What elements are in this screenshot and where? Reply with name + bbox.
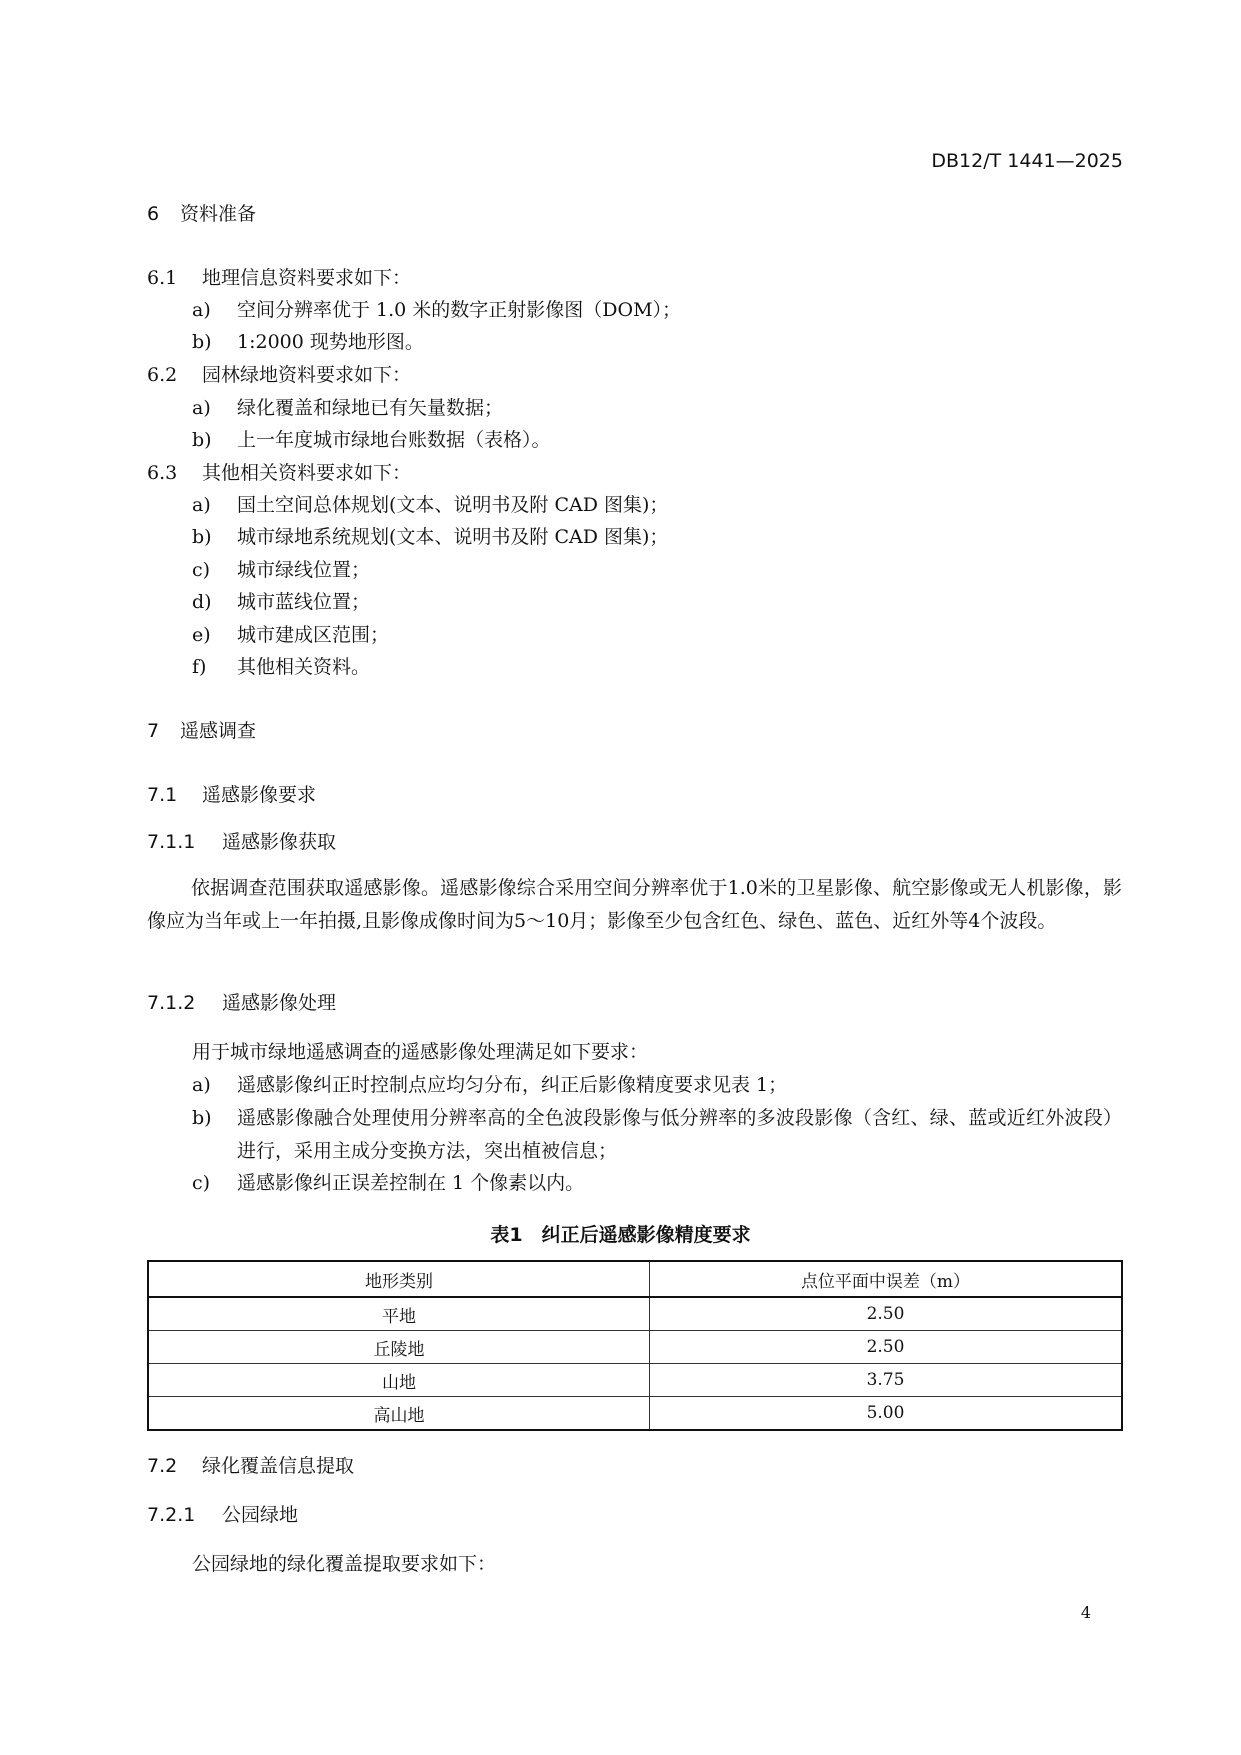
list-item [192, 1168, 584, 1195]
list-label: a) [192, 299, 211, 321]
list-text: 城市绿线位置； [237, 559, 371, 581]
list-item [192, 393, 503, 420]
table-cell: 2.50 [650, 1331, 1123, 1364]
table-cell: 5.00 [650, 1397, 1123, 1431]
table-1 [147, 1260, 1123, 1431]
clause-title: 遥感影像要求 [202, 784, 317, 806]
list-text: 遥感影像纠正误差控制在 1 个像素以内。 [237, 1172, 585, 1194]
list-text: 城市绿地系统规划(文本、说明书及附 CAD 图集)； [237, 526, 669, 548]
list-text: 绿化覆盖和绿地已有矢量数据； [237, 397, 504, 419]
clause-number: 7.1 [147, 784, 178, 806]
list-label: a) [192, 494, 211, 516]
table-caption: 表1 纠正后遥感影像精度要求 [490, 1224, 751, 1246]
list-text: 空间分辨率优于 1.0 米的数字正射影像图（DOM）； [237, 299, 682, 321]
table-cell: 丘陵地 [148, 1331, 650, 1364]
list-item [192, 1070, 787, 1097]
section-6-heading [147, 199, 256, 226]
paragraph-7-1-1: 依据调查范围获取遥感影像。遥感影像综合采用空间分辨率优于1.0米的卫星影像、航空影像或无人机影像，影像应为当年或上一年拍摄,且影像成像时间为5～10月；影像至少包含红色、绿色、蓝色、近红外等4个波段。 [147, 877, 1122, 932]
clause-title: 公园绿地 [222, 1504, 299, 1526]
section-title: 遥感调查 [180, 720, 257, 742]
clause-number: 6.2 [147, 364, 178, 386]
list-label: b) [192, 526, 212, 548]
list-label: b) [192, 1107, 212, 1129]
table-row [148, 1331, 1122, 1364]
clause-number: 7.1.1 [147, 831, 196, 853]
clause-7-2-1-heading [147, 1500, 298, 1527]
clause-6-3 [147, 458, 411, 485]
section-title: 资料准备 [180, 203, 257, 225]
list-item [192, 587, 370, 614]
list-text: 国土空间总体规划(文本、说明书及附 CAD 图集)； [237, 494, 669, 516]
list-text: 遥感影像融合处理使用分辨率高的全色波段影像与低分辨率的多波段影像（含红、绿、蓝或近红外波段）进行，采用主成分变换方法，突出植被信息； [237, 1107, 1122, 1162]
table-row [148, 1297, 1122, 1331]
clause-title: 其他相关资料要求如下： [202, 462, 412, 484]
list-item [192, 425, 551, 452]
paragraph-intro: 公园绿地的绿化覆盖提取要求如下： [192, 1553, 497, 1575]
list-item [192, 652, 370, 679]
list-text: 其他相关资料。 [237, 656, 371, 678]
list-item [192, 295, 681, 322]
list-label: b) [192, 331, 212, 353]
table-header-row [148, 1261, 1122, 1297]
clause-7-1-heading [147, 780, 316, 807]
list-label: a) [192, 397, 211, 419]
clause-title: 遥感影像获取 [222, 831, 337, 853]
clause-title: 遥感影像处理 [222, 992, 337, 1014]
clause-number: 7.1.2 [147, 992, 196, 1014]
list-item [192, 555, 370, 582]
list-item [192, 1102, 1122, 1168]
clause-title: 绿化覆盖信息提取 [202, 1455, 355, 1477]
clause-7-2-heading [147, 1451, 354, 1478]
table-cell: 2.50 [650, 1297, 1123, 1331]
list-item [192, 522, 668, 549]
list-label: d) [192, 591, 212, 613]
list-label: e) [192, 624, 211, 646]
list-text: 上一年度城市绿地台账数据（表格）。 [237, 429, 551, 451]
clause-number: 6.3 [147, 462, 178, 484]
list-label: a) [192, 1074, 211, 1096]
clause-number: 7.2.1 [147, 1504, 196, 1526]
list-label: f) [192, 656, 207, 678]
table-cell: 3.75 [650, 1364, 1123, 1397]
clause-6-1 [147, 263, 411, 290]
clause-6-2 [147, 360, 411, 387]
paragraph-intro: 用于城市绿地遥感调查的遥感影像处理满足如下要求： [192, 1041, 649, 1063]
list-item [192, 490, 668, 517]
table-row [148, 1397, 1122, 1431]
list-item [192, 327, 424, 354]
clause-number: 6.1 [147, 267, 178, 289]
section-number: 6 [147, 203, 160, 225]
list-label: c) [192, 559, 211, 581]
section-7-heading [147, 716, 256, 743]
list-label: b) [192, 429, 212, 451]
list-text: 城市蓝线位置； [237, 591, 371, 613]
document-code: DB12/T 1441—2025 [931, 150, 1123, 172]
table-cell: 高山地 [148, 1397, 650, 1431]
clause-7-1-2-heading [147, 988, 336, 1015]
clause-title: 园林绿地资料要求如下： [202, 364, 412, 386]
list-item [192, 620, 389, 647]
table-cell: 山地 [148, 1364, 650, 1397]
list-text: 城市建成区范围； [237, 624, 390, 646]
column-header: 点位平面中误差（m） [650, 1261, 1123, 1297]
list-label: c) [192, 1172, 211, 1194]
section-number: 7 [147, 720, 160, 742]
column-header: 地形类别 [148, 1261, 650, 1297]
clause-title: 地理信息资料要求如下： [202, 267, 412, 289]
list-text: 遥感影像纠正时控制点应均匀分布，纠正后影像精度要求见表 1； [237, 1074, 788, 1096]
list-text: 1:2000 现势地形图。 [237, 331, 424, 353]
clause-number: 7.2 [147, 1455, 178, 1477]
table-cell: 平地 [148, 1297, 650, 1331]
clause-7-1-1-heading [147, 827, 336, 854]
table-row [148, 1364, 1122, 1397]
page-number: 4 [1080, 1603, 1091, 1622]
